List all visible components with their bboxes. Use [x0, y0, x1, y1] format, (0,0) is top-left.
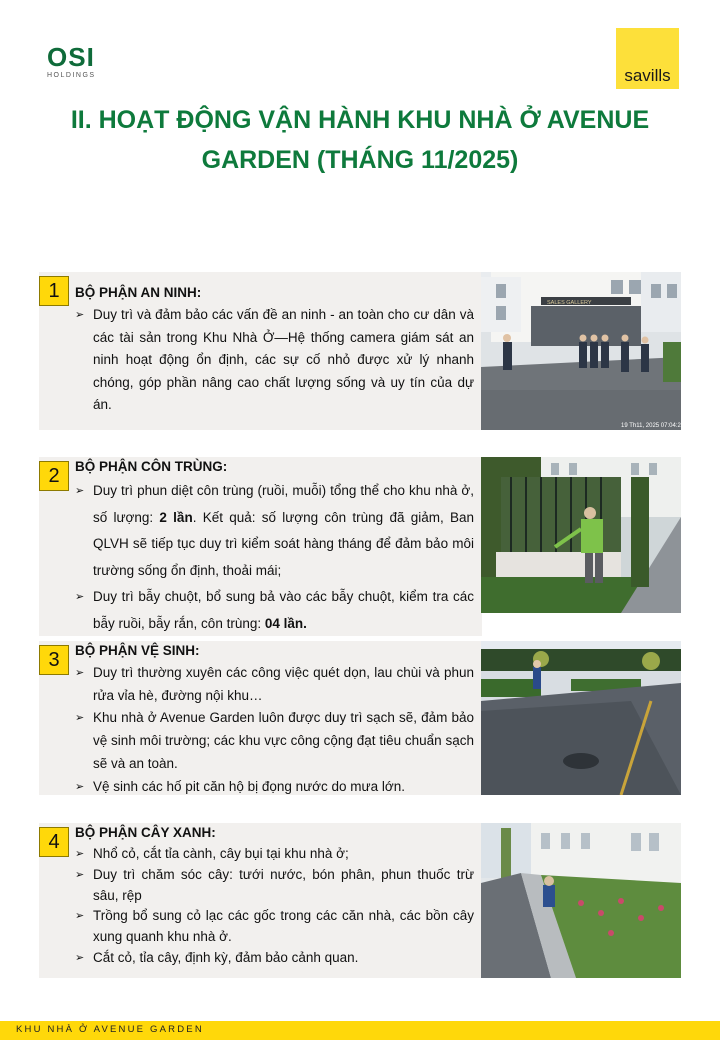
arrow-bullet-icon: ➢: [75, 591, 85, 603]
section-pest-control: [39, 457, 482, 636]
footer-bar: [0, 1021, 720, 1040]
arrow-bullet-icon: ➢: [75, 780, 85, 793]
savills-logo: [616, 28, 679, 89]
osi-holdings-logo: [47, 44, 107, 84]
list-item: ➢ Duy trì bẫy chuột, bổ sung bả vào các bẫy chuột, kiểm tra các bẫy ruồi, bẫy rắn, côn trùng: 04 lần.: [75, 584, 474, 637]
list-item: ➢ Trồng bổ sung cỏ lạc các gốc trong các căn nhà, các bồn cây xung quanh khu nhà ở.: [75, 908, 474, 945]
photo-timestamp: 19 Th11, 2025 07:04:2: [621, 423, 681, 429]
section-title: BỘ PHẬN AN NINH:: [75, 285, 202, 300]
section-bullet-list: [75, 478, 474, 637]
section-cleaning: [39, 641, 482, 795]
arrow-bullet-icon: ➢: [75, 910, 85, 923]
list-item: ➢ Cắt cỏ, tỉa cây, định kỳ, đảm bảo cảnh quan.: [75, 948, 474, 969]
arrow-bullet-icon: ➢: [75, 485, 85, 497]
section-number-badge: 3: [39, 645, 69, 675]
section-bullet-list: [75, 304, 474, 417]
page-title: [40, 100, 680, 180]
savills-logo-text: savills: [624, 66, 671, 85]
osi-logo-text: OSI: [47, 42, 95, 72]
section-security: [39, 272, 482, 430]
arrow-bullet-icon: ➢: [75, 712, 85, 725]
list-item: ➢ Duy trì chăm sóc cây: tưới nước, bón phân, phun thuốc trừ sâu, rệp: [75, 866, 474, 903]
photo-sign-text: SALES GALLERY: [547, 300, 592, 306]
section-number-badge: 4: [39, 827, 69, 857]
arrow-bullet-icon: ➢: [75, 667, 85, 679]
pest-control-photo: [481, 457, 681, 613]
footer-text: KHU NHÀ Ở AVENUE GARDEN: [16, 1024, 204, 1035]
section-title: BỘ PHẬN VỆ SINH:: [75, 643, 200, 658]
list-item: ➢ Duy trì và đảm bảo các vấn đề an ninh - an toàn cho cư dân và các tài sản trong Khu Nhà Ở—Hệ thống camera giám sát an ninh hoạt động ổn định, các sự cố nhỏ được xử lý nhanh chóng, góp phần nâng cao chất lượng sống và uy tín của dự án.: [75, 304, 474, 417]
list-item: ➢ Duy trì phun diệt côn trùng (ruồi, muỗi) tổng thể cho khu nhà ở, số lượng: 2 lần. Kết quả: số lượng côn trùng đã giảm, Ban QLVH sẽ tiếp tục duy trì kiểm soát hàng tháng để đảm bảo môi trường sống ổn định, thoải mái;: [75, 478, 474, 584]
section-landscaping: [39, 823, 482, 978]
list-item: ➢ Vệ sinh các hố pit căn hộ bị đọng nước do mưa lớn.: [75, 776, 474, 799]
arrow-bullet-icon: ➢: [75, 951, 85, 964]
section-bullet-list: [75, 844, 474, 969]
arrow-bullet-icon: ➢: [75, 868, 85, 881]
page-title-line1: II. HOẠT ĐỘNG VẬN HÀNH KHU NHÀ Ở AVENUE: [70, 106, 650, 134]
list-item: ➢ Khu nhà ở Avenue Garden luôn được duy trì sạch sẽ, đảm bảo vệ sinh môi trường; các khu vực công cộng đạt tiêu chuẩn sạch sẽ và an toàn.: [75, 707, 474, 775]
cleaning-photo: [481, 641, 681, 795]
section-title: BỘ PHẬN CÔN TRÙNG:: [75, 459, 228, 474]
list-item: ➢ Duy trì thường xuyên các công việc quét dọn, lau chùi và phun rửa vỉa hè, đường nội khu…: [75, 662, 474, 707]
page-title-line2: GARDEN (THÁNG 11/2025): [201, 146, 519, 174]
section-number-badge: 1: [39, 276, 69, 306]
section-number-badge: 2: [39, 461, 69, 491]
landscaping-photo: [481, 823, 681, 978]
section-title: BỘ PHẬN CÂY XANH:: [75, 825, 216, 840]
osi-logo-subtext: HOLDINGS: [47, 72, 96, 79]
list-item: ➢ Nhổ cỏ, cắt tỉa cành, cây bụi tại khu nhà ở;: [75, 844, 474, 865]
security-photo: [481, 272, 681, 430]
arrow-bullet-icon: ➢: [75, 309, 85, 321]
arrow-bullet-icon: ➢: [75, 848, 85, 860]
section-bullet-list: [75, 662, 474, 798]
